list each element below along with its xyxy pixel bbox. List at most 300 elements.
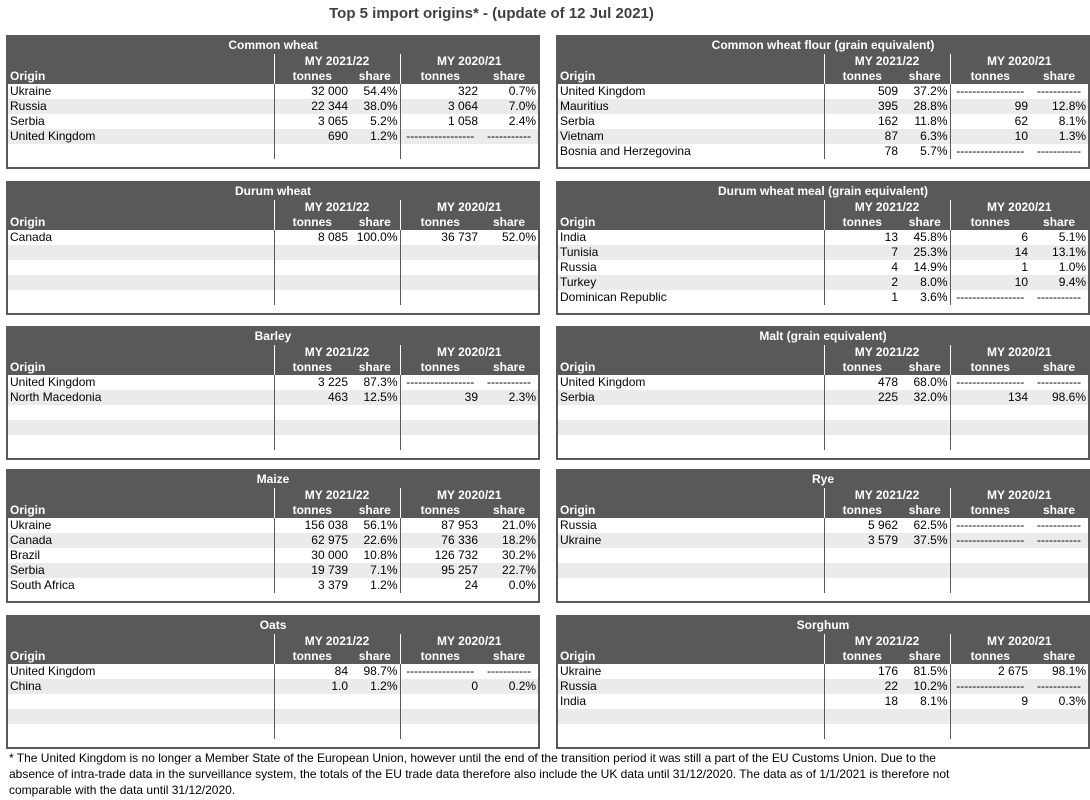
share-cell [1030,548,1088,563]
origin-cell [8,724,274,739]
share-cell: ----------- [1030,144,1088,159]
tonnes-header: tonnes [400,215,480,230]
share-cell [480,290,538,305]
table-row [558,420,1088,435]
share-header: share [1030,69,1088,84]
share-header: share [900,649,950,664]
table-title: Barley [8,328,538,345]
table-row [558,375,1088,390]
table-row [8,664,538,679]
origin-cell: Serbia [558,390,824,405]
share-cell [480,144,538,159]
tonnes-cell [274,420,350,435]
header-blank [8,345,274,360]
share-cell: 14.9% [900,260,950,275]
tonnes-cell [824,563,900,578]
share-cell: 11.8% [900,114,950,129]
tonnes-cell: 18 [824,694,900,709]
import-table [556,35,1090,169]
share-cell [480,435,538,450]
origin-cell: Russia [558,679,824,694]
share-cell: 9.4% [1030,275,1088,290]
table-row [558,245,1088,260]
share-cell: ----------- [480,129,538,144]
share-header: share [1030,503,1088,518]
origin-cell: Canada [8,533,274,548]
origin-cell [8,245,274,260]
share-cell [350,709,400,724]
share-header: share [900,69,950,84]
tonnes-cell: 76 336 [400,533,480,548]
table-row [558,260,1088,275]
tonnes-cell: 509 [824,84,900,99]
marketing-year-header: MY 2020/21 [950,634,1088,649]
share-cell: 8.0% [900,275,950,290]
origin-cell: United Kingdom [8,664,274,679]
tonnes-cell: 176 [824,664,900,679]
tonnes-cell: 3 064 [400,99,480,114]
header-blank [558,488,824,503]
origin-cell: Tunisia [558,245,824,260]
tonnes-cell: 225 [824,390,900,405]
tonnes-cell [274,260,350,275]
share-cell [480,405,538,420]
tonnes-cell: 3 579 [824,533,900,548]
tonnes-cell: 3 379 [274,578,350,593]
tonnes-header: tonnes [824,69,900,84]
table-row [558,405,1088,420]
origin-cell [558,709,824,724]
tonnes-cell: 32 000 [274,84,350,99]
share-cell: 98.1% [1030,664,1088,679]
share-cell [1030,563,1088,578]
tonnes-header: tonnes [274,503,350,518]
share-cell [1030,435,1088,450]
marketing-year-header: MY 2021/22 [824,634,950,649]
tonnes-cell: 22 [824,679,900,694]
origin-cell [558,405,824,420]
table-row [8,563,538,578]
share-cell [350,144,400,159]
table-row [558,664,1088,679]
tonnes-cell [274,290,350,305]
table-title: Maize [8,471,538,488]
tonnes-cell [400,709,480,724]
origin-cell [558,548,824,563]
tonnes-cell [950,420,1030,435]
tonnes-cell: 78 [824,144,900,159]
origin-cell: Russia [8,99,274,114]
table-row [558,679,1088,694]
table-title: Durum wheat meal (grain equivalent) [558,183,1088,200]
tonnes-cell [950,435,1030,450]
header-blank [558,345,824,360]
table-row [558,144,1088,159]
table-row [8,518,538,533]
share-cell: 98.7% [350,664,400,679]
tonnes-cell: 162 [824,114,900,129]
origin-header: Origin [558,649,824,664]
share-cell: 2.3% [480,390,538,405]
share-header: share [480,503,538,518]
share-cell: 37.2% [900,84,950,99]
import-table [556,615,1090,749]
share-cell: 52.0% [480,230,538,245]
import-table [556,469,1090,603]
header-blank [558,200,824,215]
share-cell [900,435,950,450]
table-row [8,390,538,405]
tonnes-cell [824,578,900,593]
marketing-year-header: MY 2020/21 [950,54,1088,69]
tonnes-header: tonnes [950,649,1030,664]
tonnes-cell [950,709,1030,724]
tonnes-cell [950,563,1030,578]
table-row [8,405,538,420]
header-blank [8,634,274,649]
tonnes-header: tonnes [824,360,900,375]
tonnes-cell [274,694,350,709]
share-cell [350,694,400,709]
table-row [558,129,1088,144]
marketing-year-header: MY 2020/21 [950,345,1088,360]
share-cell: 7.1% [350,563,400,578]
tonnes-cell [400,245,480,260]
import-table [6,469,540,603]
tonnes-header: tonnes [274,69,350,84]
table-row [558,275,1088,290]
table-row [558,563,1088,578]
origin-cell [8,420,274,435]
tonnes-cell: 395 [824,99,900,114]
tonnes-cell [274,405,350,420]
share-cell: 1.2% [350,578,400,593]
table-row [8,420,538,435]
tonnes-cell: 9 [950,694,1030,709]
tonnes-header: tonnes [400,503,480,518]
tonnes-cell [400,435,480,450]
share-header: share [900,503,950,518]
share-cell [350,260,400,275]
table-row [558,578,1088,593]
table-row [8,230,538,245]
table-row [558,435,1088,450]
tonnes-header: tonnes [274,215,350,230]
tonnes-cell: 19 739 [274,563,350,578]
origin-cell: Turkey [558,275,824,290]
tonnes-cell: ----------------- [950,375,1030,390]
share-cell: 5.2% [350,114,400,129]
origin-header: Origin [8,360,274,375]
origin-cell [8,405,274,420]
tonnes-cell: 30 000 [274,548,350,563]
share-cell [480,709,538,724]
tonnes-cell: 22 344 [274,99,350,114]
origin-cell: Canada [8,230,274,245]
import-table [6,181,540,315]
header-blank [558,634,824,649]
table-row [8,99,538,114]
share-cell [900,709,950,724]
origin-header: Origin [8,69,274,84]
share-cell: 0.3% [1030,694,1088,709]
table-row [8,114,538,129]
table-row [558,114,1088,129]
tonnes-cell [824,724,900,739]
origin-cell: South Africa [8,578,274,593]
tonnes-header: tonnes [400,360,480,375]
tonnes-cell: 1 [824,290,900,305]
tonnes-cell: 478 [824,375,900,390]
origin-cell [558,563,824,578]
origin-header: Origin [8,649,274,664]
tonnes-cell [274,144,350,159]
table-row [558,694,1088,709]
origin-cell [8,290,274,305]
share-cell: 12.8% [1030,99,1088,114]
marketing-year-header: MY 2020/21 [950,488,1088,503]
tonnes-cell: 6 [950,230,1030,245]
tonnes-cell [824,548,900,563]
table-row [8,709,538,724]
origin-cell: Serbia [558,114,824,129]
tonnes-cell [824,709,900,724]
table-title: Sorghum [558,617,1088,634]
tonnes-cell [950,548,1030,563]
share-header: share [350,649,400,664]
table-row [8,694,538,709]
share-cell: ----------- [1030,290,1088,305]
marketing-year-header: MY 2021/22 [824,200,950,215]
tonnes-cell: 8 085 [274,230,350,245]
table-title: Oats [8,617,538,634]
share-cell: 22.7% [480,563,538,578]
table-title: Malt (grain equivalent) [558,328,1088,345]
share-cell [350,435,400,450]
tonnes-cell: ----------------- [950,533,1030,548]
marketing-year-header: MY 2021/22 [274,54,400,69]
marketing-year-header: MY 2021/22 [274,634,400,649]
table-row [8,84,538,99]
tonnes-cell: 7 [824,245,900,260]
share-cell [1030,724,1088,739]
tonnes-cell: 322 [400,84,480,99]
tonnes-cell: 134 [950,390,1030,405]
share-cell: ----------- [1030,375,1088,390]
share-cell: 0.0% [480,578,538,593]
table-row [8,533,538,548]
table-row [558,99,1088,114]
origin-cell: Russia [558,518,824,533]
tonnes-cell: ----------------- [950,290,1030,305]
tonnes-cell: ----------------- [400,664,480,679]
header-blank [8,488,274,503]
tonnes-header: tonnes [950,360,1030,375]
share-cell: 28.8% [900,99,950,114]
table-row [8,679,538,694]
marketing-year-header: MY 2020/21 [950,200,1088,215]
tonnes-cell: 0 [400,679,480,694]
tonnes-cell: 1 [950,260,1030,275]
table-row [8,435,538,450]
import-table [6,615,540,749]
tonnes-header: tonnes [824,649,900,664]
table-row [8,578,538,593]
tonnes-cell: 3 225 [274,375,350,390]
share-cell: 98.6% [1030,390,1088,405]
origin-header: Origin [558,360,824,375]
share-cell: ----------- [1030,84,1088,99]
tonnes-cell [824,435,900,450]
tonnes-cell: 3 065 [274,114,350,129]
origin-cell [558,435,824,450]
tonnes-header: tonnes [824,503,900,518]
header-blank [8,54,274,69]
header-blank [8,200,274,215]
share-cell: 10.8% [350,548,400,563]
share-cell: 7.0% [480,99,538,114]
tonnes-cell: 99 [950,99,1030,114]
share-cell: 56.1% [350,518,400,533]
tonnes-cell [400,724,480,739]
table-row [8,375,538,390]
share-cell: 6.3% [900,129,950,144]
tonnes-cell [400,290,480,305]
share-header: share [900,360,950,375]
share-cell [350,245,400,260]
share-cell: 1.0% [1030,260,1088,275]
table-row [8,275,538,290]
tonnes-cell: 126 732 [400,548,480,563]
tonnes-cell [400,420,480,435]
share-cell [900,578,950,593]
share-cell: 62.5% [900,518,950,533]
tonnes-cell: 10 [950,275,1030,290]
header-blank [558,54,824,69]
tonnes-cell: ----------------- [950,144,1030,159]
tonnes-header: tonnes [274,360,350,375]
tonnes-cell: ----------------- [400,129,480,144]
tonnes-cell: 87 [824,129,900,144]
share-cell: 8.1% [900,694,950,709]
table-row [558,390,1088,405]
table-row [8,290,538,305]
origin-cell: Brazil [8,548,274,563]
tonnes-cell [274,245,350,260]
table-row [558,290,1088,305]
share-cell: 5.1% [1030,230,1088,245]
tonnes-cell: 14 [950,245,1030,260]
tonnes-cell: 463 [274,390,350,405]
page-title: Top 5 import origins* - (update of 12 Jul 2021) [329,5,654,22]
table-row [8,129,538,144]
origin-header: Origin [558,503,824,518]
share-cell: 87.3% [350,375,400,390]
origin-cell: India [558,694,824,709]
tonnes-header: tonnes [400,69,480,84]
tonnes-cell [950,578,1030,593]
share-cell [900,548,950,563]
table-row [558,518,1088,533]
share-cell [350,275,400,290]
origin-cell: Bosnia and Herzegovina [558,144,824,159]
tonnes-cell [400,405,480,420]
share-cell: ----------- [480,375,538,390]
tonnes-cell: 62 975 [274,533,350,548]
import-table [6,326,540,460]
share-cell [350,405,400,420]
origin-cell [8,275,274,290]
tonnes-cell: 87 953 [400,518,480,533]
share-header: share [480,360,538,375]
share-cell: 38.0% [350,99,400,114]
tonnes-cell: 39 [400,390,480,405]
tonnes-cell: 5 962 [824,518,900,533]
share-cell: ----------- [1030,533,1088,548]
tonnes-cell: ----------------- [950,518,1030,533]
share-cell: 45.8% [900,230,950,245]
share-header: share [350,215,400,230]
share-cell: 1.2% [350,129,400,144]
origin-cell [8,144,274,159]
share-cell: 54.4% [350,84,400,99]
share-cell: 18.2% [480,533,538,548]
origin-cell: United Kingdom [8,375,274,390]
share-header: share [1030,215,1088,230]
origin-cell: Russia [558,260,824,275]
share-cell [480,260,538,275]
share-cell [1030,709,1088,724]
tonnes-header: tonnes [950,69,1030,84]
table-row [558,709,1088,724]
tonnes-cell: 13 [824,230,900,245]
share-cell [1030,405,1088,420]
origin-cell: Mauritius [558,99,824,114]
share-cell: 12.5% [350,390,400,405]
origin-cell: United Kingdom [8,129,274,144]
tonnes-cell [950,724,1030,739]
share-cell: 0.7% [480,84,538,99]
tonnes-header: tonnes [950,503,1030,518]
tonnes-cell [824,405,900,420]
tonnes-cell: 1 058 [400,114,480,129]
share-cell: 2.4% [480,114,538,129]
share-cell: 10.2% [900,679,950,694]
origin-cell: Dominican Republic [558,290,824,305]
share-cell [350,290,400,305]
share-cell [900,405,950,420]
origin-cell [8,260,274,275]
share-cell: ----------- [1030,679,1088,694]
tonnes-cell [274,435,350,450]
marketing-year-header: MY 2021/22 [274,345,400,360]
table-title: Rye [558,471,1088,488]
share-cell: 0.2% [480,679,538,694]
share-cell [480,420,538,435]
share-header: share [350,503,400,518]
origin-cell [8,435,274,450]
marketing-year-header: MY 2020/21 [400,634,538,649]
tonnes-cell [274,724,350,739]
origin-cell: United Kingdom [558,375,824,390]
origin-cell: Serbia [8,563,274,578]
origin-cell: Ukraine [558,664,824,679]
table-row [8,245,538,260]
origin-cell [558,420,824,435]
share-cell: 22.6% [350,533,400,548]
tonnes-cell: ----------------- [950,679,1030,694]
origin-cell [8,694,274,709]
